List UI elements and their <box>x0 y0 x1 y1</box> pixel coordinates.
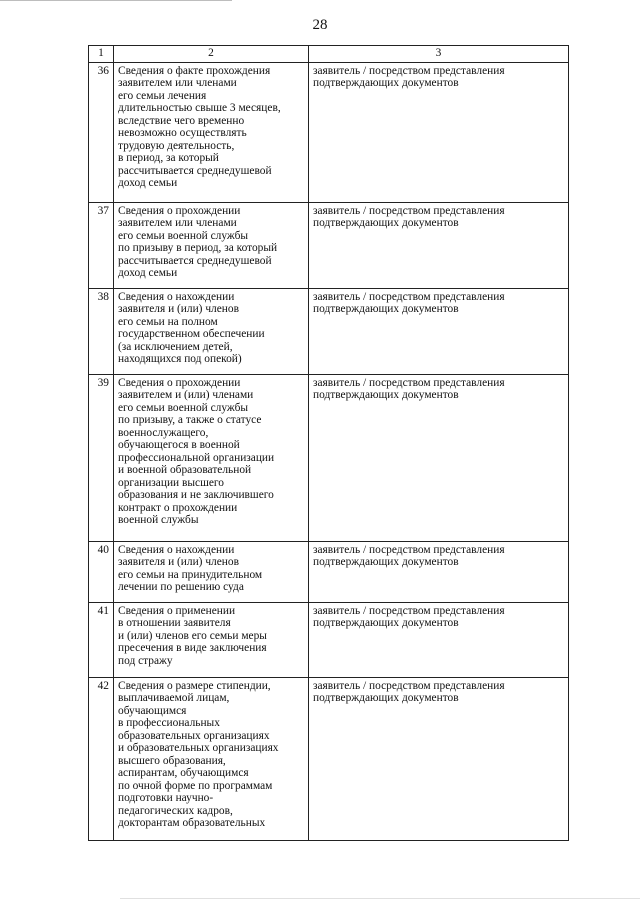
row-number: 36 <box>89 62 114 202</box>
row-number: 40 <box>89 541 114 602</box>
row-number: 39 <box>89 374 114 541</box>
column-header-number: 1 <box>89 46 114 63</box>
scan-edge-line-bottom <box>120 898 640 899</box>
row-number: 41 <box>89 602 114 677</box>
table-row <box>89 202 569 288</box>
row-source: заявитель / посредством представления подтверждающих документов <box>309 62 569 202</box>
scan-edge-line <box>0 0 232 1</box>
table-row <box>89 677 569 840</box>
row-info: Сведения о факте прохождения заявителем или членами его семьи лечения длительностью свыше 3 месяцев, вследствие чего временно невозможно осуществлять трудовую деятельность, в период, за который рассчитывается среднедушевой доход семьи <box>114 62 309 202</box>
row-number: 37 <box>89 202 114 288</box>
row-source: заявитель / посредством представления подтверждающих документов <box>309 602 569 677</box>
row-source: заявитель / посредством представления подтверждающих документов <box>309 677 569 840</box>
table-row <box>89 374 569 541</box>
row-info: Сведения о нахождении заявителя и (или) членов его семьи на полном государственном обеспечении (за исключением детей, находящихся под опекой) <box>114 288 309 374</box>
column-header-source: 3 <box>309 46 569 63</box>
row-info: Сведения о размере стипендии, выплачиваемой лицам, обучающимся в профессиональных образовательных организациях и образовательных организациях высшего образования, аспирантам, обучающимся по очной форме по программам подготовки научно- педагогических кадров, докторантам образовательных <box>114 677 309 840</box>
table-row <box>89 62 569 202</box>
row-source: заявитель / посредством представления подтверждающих документов <box>309 202 569 288</box>
row-source: заявитель / посредством представления подтверждающих документов <box>309 288 569 374</box>
row-source: заявитель / посредством представления подтверждающих документов <box>309 374 569 541</box>
row-info: Сведения о нахождении заявителя и (или) членов его семьи на принудительном лечении по решению суда <box>114 541 309 602</box>
row-source: заявитель / посредством представления подтверждающих документов <box>309 541 569 602</box>
row-number: 42 <box>89 677 114 840</box>
row-number: 38 <box>89 288 114 374</box>
table-row <box>89 541 569 602</box>
page-number: 28 <box>312 17 328 33</box>
table-row <box>89 602 569 677</box>
row-info: Сведения о прохождении заявителем или членами его семьи военной службы по призыву в период, за который рассчитывается среднедушевой доход семьи <box>114 202 309 288</box>
row-info: Сведения о прохождении заявителем и (или) членами его семьи военной службы по призыву, а также о статусе военнослужащего, обучающегося в военной профессиональной организации и военной образовательной организации высшего образования и не заключившего контракт о прохождении военной службы <box>114 374 309 541</box>
requirements-table <box>88 45 569 841</box>
table-header-row <box>89 46 569 63</box>
row-info: Сведения о применении в отношении заявителя и (или) членов его семьи меры пресечения в виде заключения под стражу <box>114 602 309 677</box>
column-header-info: 2 <box>114 46 309 63</box>
table-row <box>89 288 569 374</box>
